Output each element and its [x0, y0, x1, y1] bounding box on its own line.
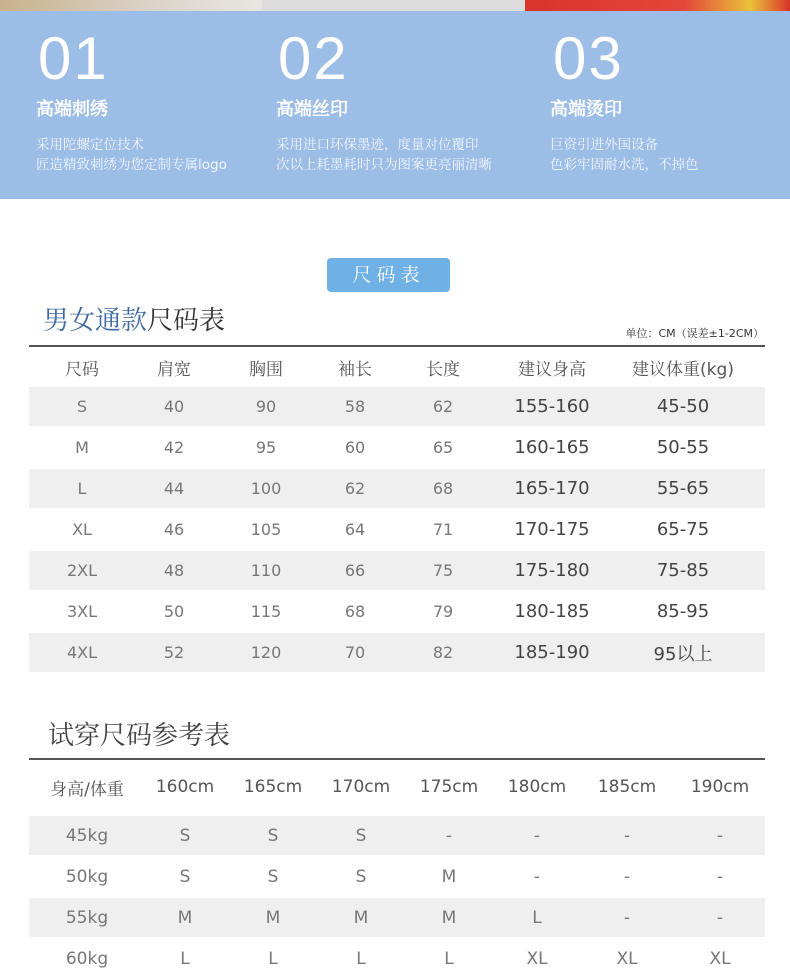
table-cell: 60: [344, 438, 366, 457]
feature-number: 01: [38, 25, 109, 92]
table-cell: S: [76, 397, 88, 416]
table-cell: 68: [344, 602, 366, 621]
feature-title: 高端烫印: [550, 99, 622, 120]
divider: [29, 758, 765, 760]
header-cell: 身高/体重: [50, 779, 124, 800]
table-cell: M: [441, 866, 457, 887]
table-cell: 50-55: [656, 437, 710, 458]
size-table-row: [29, 592, 765, 631]
feature-number: 02: [278, 25, 349, 92]
size-table-header: [29, 347, 765, 387]
table-cell: 3XL: [66, 602, 98, 621]
feature-desc-line: 巨资引进外国设备: [550, 137, 658, 153]
feature-desc-line: 采用陀螺定位技术: [36, 137, 144, 153]
table-cell: M: [441, 907, 457, 928]
table-cell: 155-160: [514, 396, 590, 417]
table-cell: XL: [72, 520, 92, 539]
fitting-table-header: [29, 765, 765, 809]
table-cell: M: [75, 438, 89, 457]
table-cell: 105: [250, 520, 282, 539]
fitting-table-row: [29, 939, 765, 978]
table-cell: 120: [250, 643, 282, 662]
table-cell: 42: [163, 438, 185, 457]
table-cell: XL: [616, 948, 638, 969]
heat-transfer-photo: [525, 0, 790, 11]
table-cell: S: [355, 825, 367, 846]
fitting-table-row: [29, 898, 765, 937]
fitting-table-row: [29, 816, 765, 855]
table-cell: 50: [163, 602, 185, 621]
table-cell: M: [265, 907, 281, 928]
screen-print-photo: [262, 0, 525, 11]
feature-heat-transfer: [550, 25, 699, 175]
table-cell: 110: [250, 561, 282, 580]
table-cell: -: [623, 825, 631, 846]
table-cell: S: [179, 866, 191, 887]
table-cell: 64: [344, 520, 366, 539]
unit-note: 单位：CM（误差±1-2CM）: [625, 327, 764, 340]
table-cell: L: [444, 948, 454, 969]
table-cell: -: [623, 866, 631, 887]
feature-description: [36, 135, 227, 175]
feature-embroidery: [36, 25, 227, 175]
table-cell: 55kg: [65, 907, 109, 928]
table-cell: 4XL: [66, 643, 98, 662]
table-cell: 180-185: [514, 601, 590, 622]
header-cell: 胸围: [249, 359, 283, 380]
feature-screen-print: [276, 25, 492, 175]
size-table-row: [29, 387, 765, 426]
header-cell: 长度: [426, 359, 460, 380]
header-cell: 建议身高: [518, 359, 586, 380]
feature-desc-line: 色彩牢固耐水洗，不掉色: [550, 157, 699, 173]
size-table-row: [29, 510, 765, 549]
header-cell: 190cm: [690, 777, 750, 797]
feature-description: [550, 135, 699, 175]
table-cell: 44: [163, 479, 185, 498]
table-cell: L: [77, 479, 87, 498]
header-cell: 185cm: [597, 777, 657, 797]
header-cell: 165cm: [243, 777, 303, 797]
table-cell: 79: [432, 602, 454, 621]
table-cell: -: [716, 825, 724, 846]
product-photo-strip: [0, 0, 790, 11]
header-cell: 建议体重(kg): [632, 359, 734, 380]
header-cell: 160cm: [155, 777, 215, 797]
table-cell: 46: [163, 520, 185, 539]
table-cell: 75-85: [656, 560, 710, 581]
table-cell: 40: [163, 397, 185, 416]
title-rest: 尺码表: [147, 306, 226, 336]
size-table-row: [29, 551, 765, 590]
table-cell: 165-170: [514, 478, 590, 499]
table-cell: 115: [250, 602, 282, 621]
fitting-table-row: [29, 857, 765, 896]
feature-title: 高端刺绣: [36, 99, 108, 120]
table-cell: 100: [250, 479, 282, 498]
feature-number: 03: [553, 25, 624, 92]
table-cell: 75: [432, 561, 454, 580]
table-cell: S: [267, 825, 279, 846]
size-table-row: [29, 633, 765, 672]
table-cell: S: [355, 866, 367, 887]
table-cell: 45-50: [656, 396, 710, 417]
feature-desc-line: 采用进口环保墨迹，度量对位覆印: [276, 137, 479, 153]
table-cell: 170-175: [514, 519, 590, 540]
table-cell: M: [177, 907, 193, 928]
header-cell: 肩宽: [157, 359, 191, 380]
table-cell: L: [268, 948, 278, 969]
embroidery-photo: [0, 0, 262, 11]
size-table-row: [29, 469, 765, 508]
table-cell: 60kg: [65, 948, 109, 969]
table-cell: 52: [163, 643, 185, 662]
feature-desc-line: 次以上耗墨耗时只为图案更亮丽清晰: [276, 157, 492, 173]
table-cell: 90: [255, 397, 277, 416]
table-cell: 55-65: [656, 478, 710, 499]
table-cell: 62: [432, 397, 454, 416]
feature-desc-line: 匠造精致刺绣为您定制专属logo: [36, 157, 227, 173]
table-cell: -: [445, 825, 453, 846]
table-cell: -: [716, 866, 724, 887]
header-cell: 180cm: [507, 777, 567, 797]
table-cell: XL: [709, 948, 731, 969]
table-cell: 95: [255, 438, 277, 457]
header-cell: 175cm: [419, 777, 479, 797]
craft-features-band: [0, 11, 790, 199]
table-cell: 160-165: [514, 437, 590, 458]
feature-description: [276, 135, 492, 175]
table-cell: 66: [344, 561, 366, 580]
table-cell: 71: [432, 520, 454, 539]
header-cell: 袖长: [338, 359, 372, 380]
table-cell: 185-190: [514, 642, 590, 663]
table-cell: 65: [432, 438, 454, 457]
table-cell: 58: [344, 397, 366, 416]
table-cell: 62: [344, 479, 366, 498]
table-cell: 85-95: [656, 601, 710, 622]
table-cell: 45kg: [65, 825, 109, 846]
table-cell: 65-75: [656, 519, 710, 540]
table-cell: -: [533, 825, 541, 846]
table-cell: S: [179, 825, 191, 846]
size-table-row: [29, 428, 765, 467]
table-cell: L: [180, 948, 190, 969]
header-cell: 170cm: [331, 777, 391, 797]
table-cell: XL: [526, 948, 548, 969]
table-cell: L: [356, 948, 366, 969]
table-cell: 50kg: [65, 866, 109, 887]
feature-title: 高端丝印: [276, 99, 348, 120]
table-cell: 70: [344, 643, 366, 662]
table-cell: 82: [432, 643, 454, 662]
table-cell: M: [353, 907, 369, 928]
unisex-size-chart-title: [43, 300, 225, 337]
table-cell: 175-180: [514, 560, 590, 581]
fitting-reference-title: 试穿尺码参考表: [48, 721, 231, 751]
header-cell: 尺码: [65, 359, 99, 380]
table-cell: -: [623, 907, 631, 928]
title-highlight: 男女通款: [43, 306, 148, 336]
table-cell: 48: [163, 561, 185, 580]
table-cell: 95以上: [653, 643, 713, 665]
table-cell: S: [267, 866, 279, 887]
table-cell: L: [532, 907, 542, 928]
table-cell: 2XL: [66, 561, 98, 580]
table-cell: 68: [432, 479, 454, 498]
table-cell: -: [716, 907, 724, 928]
size-chart-pill: 尺码表: [327, 258, 450, 292]
table-cell: -: [533, 866, 541, 887]
